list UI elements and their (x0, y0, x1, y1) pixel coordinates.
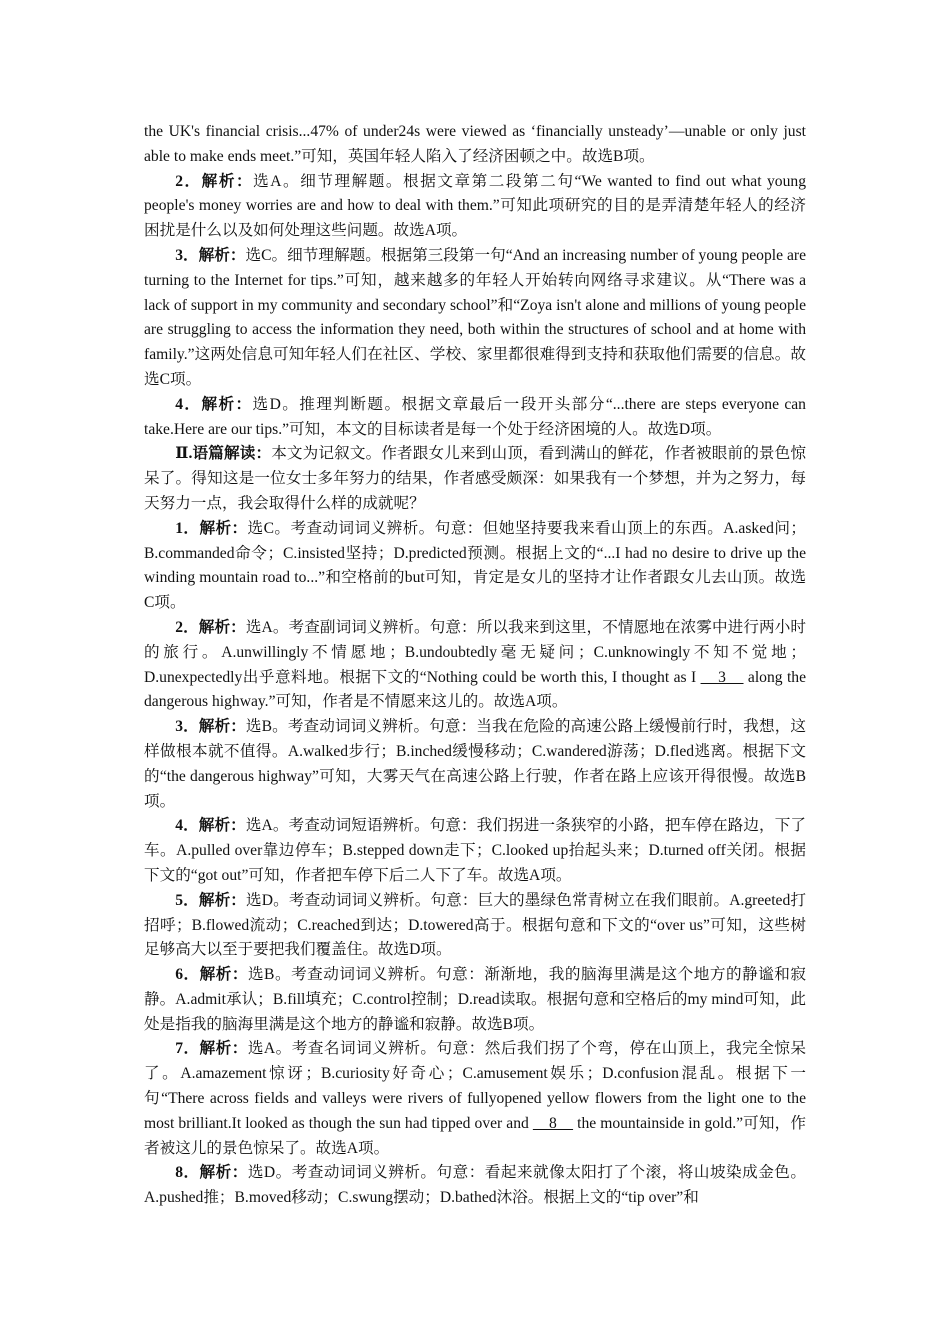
blank-number: 3 (700, 668, 744, 686)
paragraph-text: 选A。细节理解题。根据文章第二段第二句“We wanted to find out what young people's money worries are and how to deal with them.”可知此项研究的目的是弄清楚年轻人的经济困扰是什么以及如何处理这些问题。故选A项。 (144, 172, 806, 240)
paragraph-lead: Ⅱ.语篇解读： (175, 445, 272, 463)
blank-number: 8 (532, 1114, 574, 1132)
paragraph-p2 (144, 244, 806, 393)
paragraph-text: 本文为记叙文。作者跟女儿来到山顶，看到满山的鲜花，作者被眼前的景色惊呆了。得知这是一位女士多年努力的结果，作者感受颇深：如果我有一个梦想，并为之努力，每天努力一点，我会取得什么样的成就呢？ (144, 445, 806, 512)
paragraph-lead: 1．解析： (175, 519, 248, 537)
paragraph-tail: the mountainside in gold.”可知，作者被这儿的景色惊呆了。故选A项。 (144, 1114, 806, 1157)
paragraph-p12 (144, 1161, 806, 1211)
paragraph-lead: 3．解析： (175, 718, 246, 736)
paragraph-lead: 6．解析： (175, 966, 248, 984)
paragraph-lead: 4．解析： (175, 817, 246, 835)
paragraph-p9 (144, 889, 806, 963)
paragraph-p0 (144, 120, 806, 170)
paragraph-text: 选C。考查动词词义辨析。句意：但她坚持要我来看山顶上的东西。A.asked问；B.commanded命令；C.insisted坚持；D.predicted预测。根据上文的“...I had no desire to drive up the winding mountain road to...”和空格前的but可知，肯定是女儿的坚持才让作者跟女儿去山顶。故选C项。 (144, 519, 806, 612)
paragraph-p5 (144, 517, 806, 616)
paragraph-lead: 4．解析： (175, 395, 253, 413)
paragraph-p6 (144, 616, 806, 715)
paragraph-lead: 5．解析： (175, 891, 247, 909)
answer-document (144, 120, 806, 1211)
paragraph-text: 选B。考查动词词义辨析。句意：渐渐地，我的脑海里满是这个地方的静谧和寂静。A.admit承认；B.fill填充；C.control控制；D.read读取。根据句意和空格后的my mind可知，此处是指我的脑海里满是这个地方的静谧和寂静。故选B项。 (144, 966, 806, 1033)
paragraph-text: 选A。考查副词词义辨析。句意：所以我来到这里，不情愿地在浓雾中进行两小时的旅行。A.unwillingly不情愿地；B.undoubtedly毫无疑问；C.unknowingly不知不觉地；D.unexpectedly出乎意料地。根据下文的“Nothing could be worth this, I thought as I (144, 618, 806, 686)
paragraph-text: 选A。考查动词短语辨析。句意：我们拐进一条狭窄的小路，把车停在路边，下了车。A.pulled over靠边停车；B.stepped down走下；C.looked up抬起头来；D.turned off关闭。根据下文的“got out”可知，作者把车停下后二人下了车。故选A项。 (144, 817, 806, 884)
paragraph-text: 选C。细节理解题。根据第三段第一句“And an increasing number of young people are turning to the Internet for tips.”可知，越来越多的年轻人开始转向网络寻求建议。从“There was a lack of support in my community and secondary school”和“Zoya isn't alone and millions of young people are struggling to access the information they need, both within the structures of school and at home with family.”这两处信息可知年轻人们在社区、学校、家里都很难得到支持和获取他们需要的信息。故选C项。 (144, 246, 806, 388)
paragraph-tail: along the dangerous highway.”可知，作者是不情愿来这儿的。故选A项。 (144, 668, 806, 711)
paragraph-text: 选D。考查动词词义辨析。句意：巨大的墨绿色常青树立在我们眼前。A.greeted打招呼；B.flowed流动；C.reached到达；D.towered高于。根据句意和下文的“over us”可知，这些树足够高大以至于要把我们覆盖住。故选D项。 (144, 891, 806, 959)
paragraph-p7 (144, 715, 806, 814)
paragraph-text: 选A。考查名词词义辨析。句意：然后我们拐了个弯，停在山顶上，我完全惊呆了。A.amazement惊讶；B.curiosity好奇心；C.amusement娱乐；D.confusion混乱。根据下一句“There across fields and valleys were rivers of fullyopened yellow flowers from the light one to the most brilliant.It looked as though the sun had tipped over and (144, 1040, 806, 1132)
paragraph-text: 选B。考查动词词义辨析。句意：当我在危险的高速公路上缓慢前行时，我想，这样做根本就不值得。A.walked步行；B.inched缓慢移动；C.wandered游荡；D.fled逃离。根据下文的“the dangerous highway”可知，大雾天气在高速公路上行驶，作者在路上应该开得很慢。故选B项。 (144, 718, 806, 810)
paragraph-p4 (144, 442, 806, 516)
paragraph-lead: 8．解析： (175, 1164, 248, 1182)
paragraph-lead: 7．解析： (175, 1040, 248, 1058)
paragraph-text: 选D。推理判断题。根据文章最后一段开头部分“...there are steps everyone can take.Here are our tips.”可知，本文的目标读者是每一个处于经济困境的人。故选D项。 (144, 395, 806, 438)
paragraph-text: the UK's financial crisis...47% of under24s were viewed as ‘financially unsteady’—unable or only just able to make ends meet.”可知，英国年轻人陷入了经济困顿之中。故选B项。 (144, 123, 806, 165)
paragraph-lead: 2．解析： (175, 618, 246, 636)
paragraph-p11 (144, 1037, 806, 1161)
paragraph-text: 选D。考查动词词义辨析。句意：看起来就像太阳打了个滚，将山坡染成金色。A.pushed推；B.moved移动；C.swung摆动；D.bathed沐浴。根据上文的“tip over”和 (144, 1164, 806, 1207)
paragraph-p3 (144, 393, 806, 443)
paragraph-lead: 3．解析： (175, 246, 246, 264)
paragraph-p8 (144, 814, 806, 888)
paragraph-lead: 2．解析： (175, 172, 254, 190)
paragraph-p1 (144, 170, 806, 244)
paragraph-p10 (144, 963, 806, 1037)
